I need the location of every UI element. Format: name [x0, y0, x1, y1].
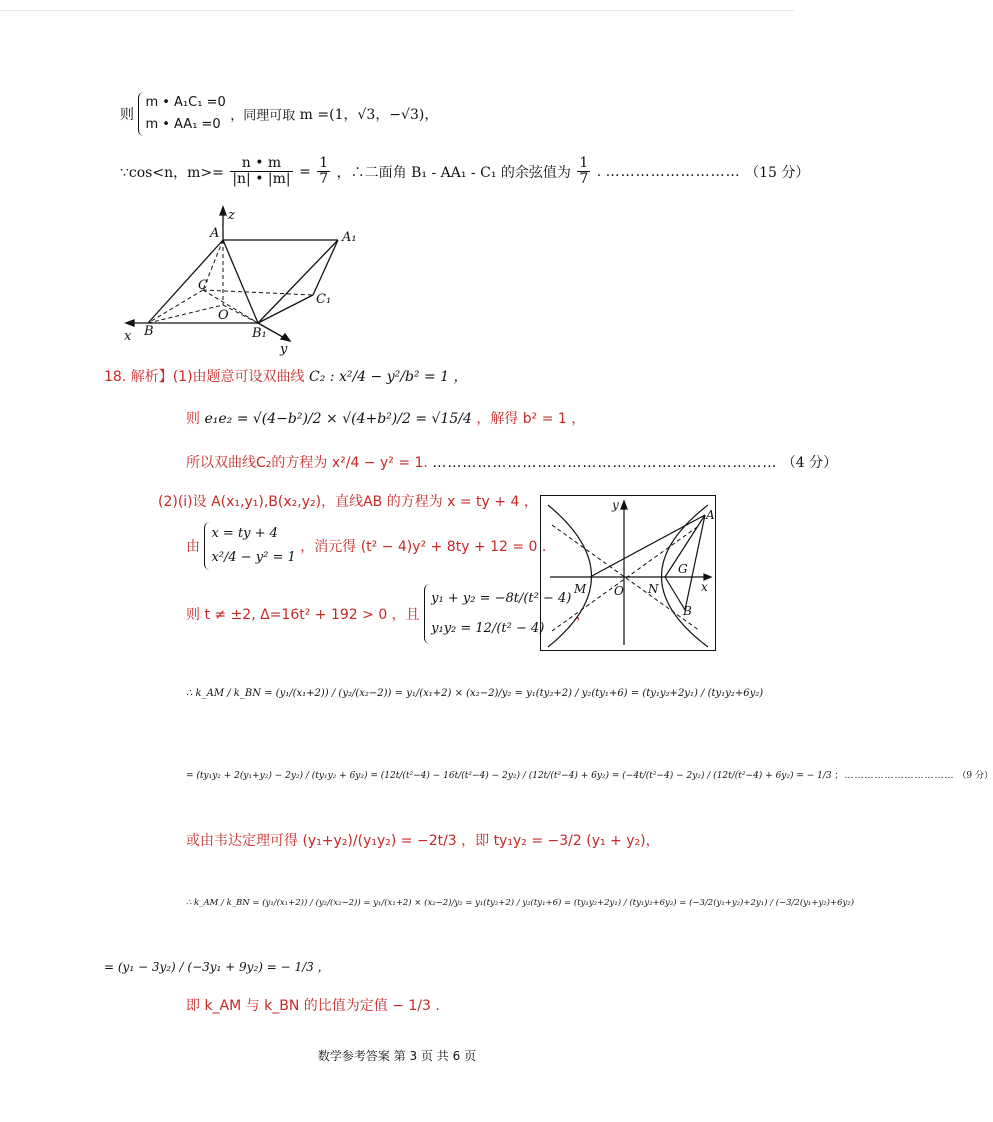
cos-value-num: 1	[319, 155, 329, 171]
cos-den: |n| • |m|	[232, 171, 291, 188]
fig1-label-B1: B₁	[252, 326, 267, 341]
calc1-dots: ；……………………………	[834, 771, 955, 781]
line-AB	[685, 515, 705, 610]
line-MA	[590, 515, 705, 577]
fig2-y-arrow-icon	[621, 501, 627, 509]
fig1-label-A1: A₁	[342, 230, 357, 245]
vieta2: y₁y₂ = 12/(t² − 4)	[431, 621, 545, 636]
fig2-label-y: y	[612, 498, 619, 512]
q18-line2	[186, 408, 585, 428]
q18-line3-dots: ……………………………………………………………	[432, 455, 778, 471]
dihedral-text: ，∴二面角 B₁ - AA₁ - C₁ 的余弦值为	[336, 164, 571, 181]
fig2-label-B: B	[683, 604, 692, 618]
fig2-label-G: G	[678, 562, 688, 576]
fig2-label-N: N	[648, 582, 659, 596]
q18-line1	[104, 366, 468, 386]
part2-l2-post: ，消元得 (t² − 4)y² + 8ty + 12 = 0 .	[300, 539, 547, 555]
part2-line1: (2)(i)设 A(x₁,y₁),B(x₂,y₂)，直线AB 的方程为 x = ty + 4 ，	[158, 494, 538, 510]
fig1-label-z: z	[228, 208, 235, 223]
q18-line2-pre: 则	[186, 411, 200, 427]
figure-frame	[541, 496, 716, 651]
line-NB	[665, 577, 685, 610]
cos-value-den: 7	[319, 171, 329, 188]
q18-curve: C₂ : x²/4 − y²/b² = 1 ，	[309, 369, 468, 385]
fig1-label-C: C	[198, 278, 208, 293]
page-footer: 数学参考答案 第 3 页 共 6 页	[317, 1049, 477, 1063]
block1-eq2: m • AA₁ =0	[145, 117, 221, 132]
calc1-line1: ∴ k_AM / k_BN = (y₁/(x₁+2)) / (y₂/(x₂−2)) = y₁/(x₁+2) × (x₂−2)/y₂ = y₁(ty₂+2) / y₂(ty₁+6) = (ty₁y₂+2y₁) / (ty₁y₂+6y₂)	[186, 688, 764, 699]
vieta1: y₁ + y₂ = −8t/(t² − 4)	[431, 591, 572, 606]
block1-prefix: 则	[120, 107, 134, 123]
part2-sys1: x = ty + 4	[211, 526, 278, 541]
part2-l2-pre: 由	[186, 539, 200, 555]
hyperbola-figure	[540, 495, 716, 651]
part2-line3	[186, 584, 590, 644]
z-arrow-icon	[220, 207, 226, 215]
fig2-label-A: A	[706, 508, 715, 522]
score-dots: ………………………	[605, 163, 741, 180]
answer-fraction	[577, 156, 590, 188]
block2	[120, 156, 809, 188]
score-9: （9 分）	[957, 771, 993, 781]
cos-fraction	[230, 156, 292, 188]
alt-calc2: = (y₁ − 3y₂) / (−3y₁ + 9y₂) = − 1/3 ，	[104, 960, 330, 974]
part2-line2	[186, 522, 546, 570]
answer-end: .	[596, 163, 602, 180]
fig1-label-y: y	[280, 342, 288, 357]
answer-den: 7	[579, 171, 589, 188]
top-border	[0, 0, 794, 11]
fig1-label-B: B	[144, 324, 154, 339]
block1-system	[138, 92, 225, 136]
alt-line: 或由韦达定理可得 (y₁+y₂)/(y₁y₂) = −2t/3 ，即 ty₁y₂ = −3/2 (y₁ + y₂)，	[186, 833, 660, 849]
cos-value	[317, 156, 330, 188]
score-4: （4 分）	[781, 455, 838, 471]
fig1-label-O: O	[218, 308, 229, 323]
block1-eq1: m • A₁C₁ =0	[145, 95, 226, 110]
fig1-label-x: x	[124, 329, 132, 344]
part2-sys2: x²/4 − y² = 1	[211, 550, 296, 565]
prism-figure	[118, 205, 378, 355]
fig1-label-A: A	[210, 226, 220, 241]
cos-eq: =	[299, 163, 311, 180]
q18-lead: 18. 解析】(1)由题意可设双曲线	[104, 369, 305, 385]
q18-line3	[186, 452, 837, 472]
q18-line3-text: 所以双曲线C₂的方程为 x²/4 − y² = 1.	[186, 455, 428, 471]
answer-num: 1	[579, 155, 589, 171]
block1	[120, 92, 438, 136]
cos-lead: ∵cos<n，m>=	[120, 164, 224, 181]
part2-system	[204, 522, 295, 570]
y-arrow-icon	[281, 334, 290, 341]
fig2-label-x: x	[701, 580, 708, 594]
fig1-label-C1: C₁	[316, 292, 332, 307]
x-arrow-icon	[126, 320, 134, 326]
fig2-label-O: O	[614, 584, 624, 598]
calc1-line2	[186, 768, 993, 781]
fig2-label-M: M	[574, 582, 587, 596]
score-15: （15 分）	[745, 164, 810, 181]
alt-final: 即 k_AM 与 k_BN 的比值为定值 − 1/3 .	[186, 998, 440, 1014]
part2-l3-pre: 则 t ≠ ±2, Δ=16t² + 192 > 0 ，且	[186, 607, 420, 623]
part2-l3-post: ，	[575, 607, 590, 623]
q18-line2-post: ，解得 b² = 1 ，	[476, 411, 586, 427]
block1-rest: ，同理可取	[230, 108, 296, 124]
block1-mvec: m =(1，√3，−√3)，	[299, 107, 439, 123]
alt-calc: ∴ k_AM / k_BN = (y₁/(x₁+2)) / (y₂/(x₂−2)) = y₁/(x₁+2) × (x₂−2)/y₂ = y₁(ty₂+2) / y₂(ty₁+6) = (ty₁y₂+2y₁) / (ty₁y₂+6y₂) = (−3/2(y₁+y₂)+2y₁) / (−3/2(y₁+y₂)+6y₂)	[186, 898, 855, 908]
cos-num: n • m	[230, 156, 292, 172]
q18-line2-expr: e₁e₂ = √(4−b²)/2 × √(4+b²)/2 = √15/4	[204, 411, 472, 427]
calc1-line2-expr: = (ty₁y₂ + 2(y₁+y₂) − 2y₂) / (ty₁y₂ + 6y₂) = (12t/(t²−4) − 16t/(t²−4) − 2y₂) / (12t/(t²−4) + 6y₂) = (−4t/(t²−4) − 2y₂) / (12t/(t²−4) + 6y₂) = − 1/3	[186, 771, 832, 781]
